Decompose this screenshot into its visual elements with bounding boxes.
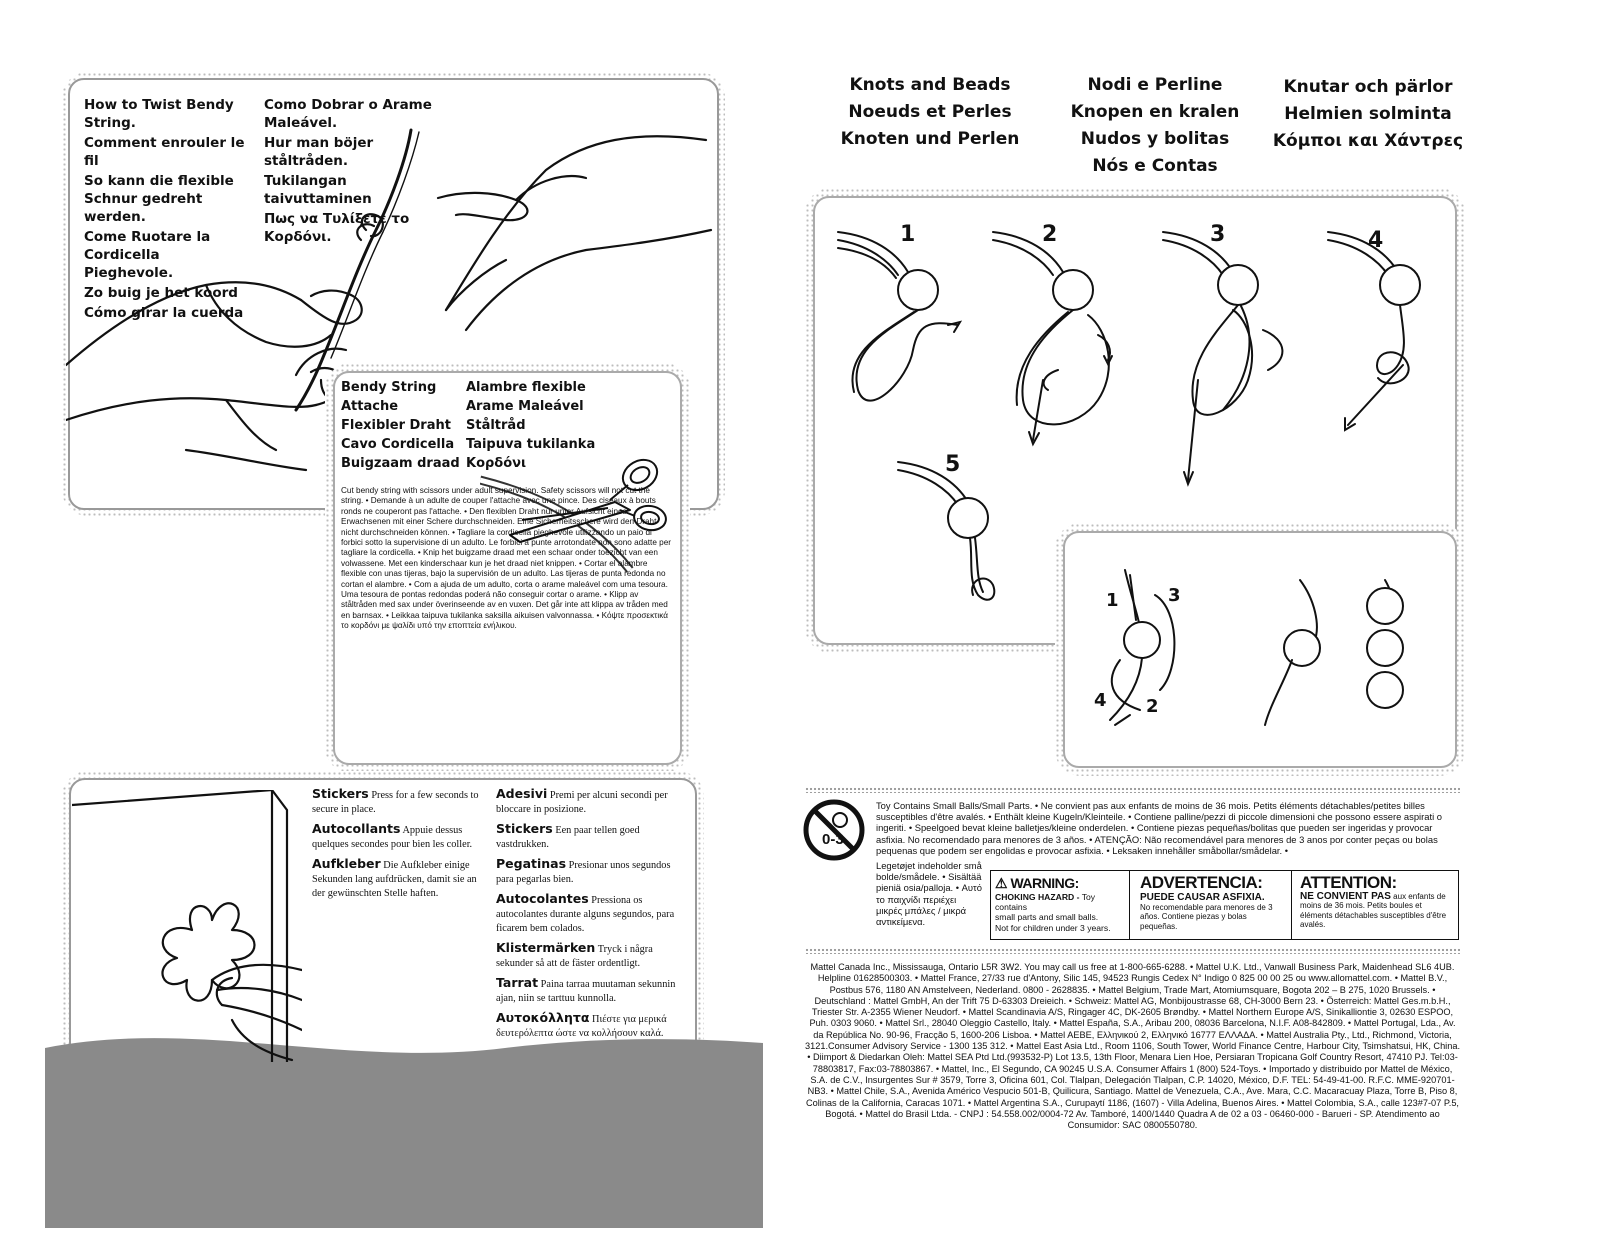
stickers-col-left — [312, 787, 490, 906]
bead-step-number: 4 — [1094, 690, 1107, 711]
knots-title: Knutar och pärlor — [1283, 77, 1453, 97]
knots-title: Nós e Contas — [1092, 156, 1218, 176]
warning-text-left: Legetøjet indeholder små bolde/smådele. • Sisältää pieniä osia/palloja. • Αυτό το παιχνίδι περιέχει μικρές μπάλες / μικρά αντικείμενα. — [876, 860, 982, 928]
knots-title-col-3 — [1268, 74, 1468, 155]
knots-title: Nudos y bolitas — [1080, 129, 1230, 149]
stickers-col-right — [496, 787, 684, 1046]
twist-line: So kann die flexible Schnur gedreht werden. — [84, 173, 234, 225]
bead-step-number: 1 — [1106, 590, 1119, 611]
warning-body: No recomendable para menores de 3 años. Contiene piezas y bolas pequeñas. — [1140, 903, 1273, 931]
sticker-entry: Tarrat Paina tarraa muutaman sekunnin ajan, niin se tarttuu kunnolla. — [496, 975, 676, 1004]
warning-sub: PUEDE CAUSAR ASFIXIA. — [1140, 892, 1265, 903]
knots-title-col-2 — [1060, 72, 1250, 180]
cut-term: Taipuva tukilanka — [466, 437, 596, 452]
sticker-entry: Klistermärken Tryck i några sekunder så att de fäster ordentligt. — [496, 940, 653, 969]
warning-text-top: Toy Contains Small Balls/Small Parts. • Ne convient pas aux enfants de moins de 36 mois. Petits éléments détachables/petites billes susceptibles d'être avalés. • Enthält kleine Kugeln/Kleinteile. • Contiene palline/pezzi di piccole dimensioni che possono essere aspirati o ingeriti. • Speelgoed bevat kleine balletjes/kleine onderdelen. • Contiene piezas pequeñas/bolitas que pueden ser ingeridas y provocar asfixia. No recomendado para menores de 3 años. • ATENÇÃO: Não recomendável para menores de 3 anos por conter peças ou bolas pequenas que podem ser engolidas e provocar asfixia. • Leksaken innehåller småbollar/smådelar. • — [876, 800, 1442, 856]
knots-title: Noeuds et Perles — [848, 102, 1012, 122]
bead-step-number: 3 — [1168, 585, 1181, 606]
sticker-entry: Autocollants Appuie dessus quelques secondes pour bien les coller. — [312, 821, 473, 850]
cut-term: Bendy String — [341, 380, 437, 395]
warning-title: ADVERTENCIA: — [1140, 873, 1263, 892]
cut-terms-left — [341, 378, 461, 473]
knots-title: Κόμποι και Χάντρες — [1272, 131, 1464, 151]
twist-line: Tukilangan taivuttaminen — [264, 173, 372, 207]
knots-title: Nodi e Perline — [1087, 75, 1223, 95]
step-number: 5 — [945, 452, 961, 477]
step-number: 2 — [1042, 222, 1058, 247]
warning-title: ATTENTION: — [1300, 873, 1397, 892]
cut-term: Arame Maleável — [466, 399, 584, 414]
knots-title: Knoten und Perlen — [840, 129, 1020, 149]
twist-line: Cómo girar la cuerda — [84, 305, 244, 321]
step-number: 3 — [1210, 222, 1226, 247]
warning-body: NE CONVIENT PAS aux enfants de moins de 36 mois. Petits boules et éléments détachables susceptibles d'être avalés. — [1300, 891, 1447, 930]
cut-term: Κορδόνι — [466, 456, 527, 471]
sticker-entry: Adesivi Premi per alcuni secondi per bloccare in posizione. — [496, 786, 668, 815]
hand-placing-sticker-illustration — [72, 790, 302, 1062]
cut-instructions: Cut bendy string with scissors under adult supervision. Safety scissors will not cut the string. • Demande à un adulte de couper l'attache avec une pince. Des ciseaux à bouts ronds ne couperont pas l'attache. • Den flexiblen Draht nur unter Aufsicht eines Erwachsenen mit einer Schere durchschneiden. Eine Sicherheitsschere wird den Draht nicht durchschneiden können. • Tagliare la cordicella pieghevole utilizzando un paio di forbici sotto la supervisione di un adulto. Le forbici a punte arrotondate non sono adatte per tagliare la cordicella. • Knip het buigzame draad met een schaar onder toezicht van een volwassene. Met een kinderschaar kun je het draad niet knippen. • Cortar el alambre flexible con unas tijeras, bajo la supervisión de un adulto. Las tijeras de punta redonda no cortan el alambre. • Com a ajuda de um adulto, corta o arame maleável com uma tesoura. Uma tesoura de pontas redondas poderá não conseguir cortar o arame. • Klipp av ståltråden med sax under överinseende av en vuxen. Det går inte att klippa av tråden med en barnsax. • Leikkaa taipuva tukilanka saksilla aikuisen valvonnassa. • Κόψτε προσεκτικά το κορδόνι με ψαλίδι υπό την εποπτεία ενήλικου. — [341, 486, 671, 631]
knots-title: Knopen en kralen — [1070, 102, 1240, 122]
twist-line: Hur man böjer ståltråden. — [264, 135, 374, 169]
twist-line: Como Dobrar o Arame Maleável. — [264, 97, 432, 131]
warning-line: small parts and small balls. — [995, 912, 1099, 923]
warning-divider-bottom — [805, 948, 1460, 954]
sticker-entry: Autocolantes Pressiona os autocolantes durante alguns segundos, para ficarem bem colados. — [496, 891, 675, 934]
sticker-entry: Αυτοκόλλητα Πιέστε για μερικά δευτερόλεπτα ώστε να κολλήσουν καλά. — [496, 1010, 667, 1039]
twist-line: Come Ruotare la Cordicella Pieghevole. — [84, 229, 211, 281]
sticker-entry: Pegatinas Presionar unos segundos para pegarlas bien. — [496, 856, 671, 885]
sticker-entry: Aufkleber Die Aufkleber einige Sekunden lang aufdrücken, damit sie an der gewünschten Stelle haften. — [312, 856, 477, 899]
knots-title: Helmien solminta — [1284, 104, 1452, 124]
cut-term: Attache — [341, 399, 399, 414]
warning-line: Not for children under 3 years. — [995, 922, 1111, 933]
step-number: 1 — [900, 222, 916, 247]
step-number: 4 — [1368, 228, 1384, 253]
sticker-entry: Stickers Een paar tellen goed vastdrukken. — [496, 821, 640, 850]
sticker-entry: Stickers Press for a few seconds to secure in place. — [312, 786, 479, 815]
twist-line: Comment enrouler le fil — [84, 135, 245, 169]
age-label: 0-3 — [822, 831, 844, 848]
twist-line: How to Twist Bendy String. — [84, 97, 234, 131]
cut-term: Buigzaam draad — [341, 456, 460, 471]
knots-title: Knots and Beads — [849, 75, 1011, 95]
knots-title-col-1 — [835, 72, 1025, 153]
warning-line: CHOKING HAZARD - Toy contains — [995, 892, 1096, 913]
bead-threading-illustration — [1070, 540, 1450, 765]
cut-term: Ståltråd — [466, 418, 526, 433]
warning-divider-top — [805, 787, 1460, 793]
warning-title: ⚠ WARNING: — [995, 875, 1079, 891]
warning-box-french — [1291, 870, 1459, 940]
cut-term: Cavo Cordicella — [341, 437, 455, 452]
age-0-3-prohibited-icon — [802, 798, 866, 862]
cut-term: Alambre flexible — [466, 380, 586, 395]
cut-term: Flexibler Draht — [341, 418, 451, 433]
twist-line: Zo buig je het koord — [84, 285, 238, 301]
bead-step-number: 2 — [1146, 696, 1159, 717]
warning-box-english — [990, 870, 1130, 940]
twist-line: Πως να Τυλίξετε το Κορδόνι. — [264, 211, 410, 245]
legal-addresses: Mattel Canada Inc., Mississauga, Ontario L5R 3W2. You may call us free at 1-800-665-6288. • Mattel U.K. Ltd., Vanwall Business Park, Maidenhead SL6 4UB. Helpline 01628500303. • Mattel France, 27/33 rue d'Antony, Silic 145, 94523 Rungis Cedex N° Indigo 0 825 00 00 25 ou www.allomattel.com. • Mattel B.V., Postbus 576, 1180 AN Amstelveen, Nederland. 0800 - 2628835. • Mattel Belgium, Trade Mart, Atomiumsquare, Bogota 202 – B 275, 1020 Brussels. • Deutschland : Mattel GmbH, An der Trift 75 D-63303 Dreieich. • Schweiz: Mattel AG, Monbijoustrasse 68, CH-3000 Bern 23. • Österreich: Mattel Ges.m.b.H., Triester Str. A-2355 Wiener Neudorf. • Mattel Scandinavia A/S, Ringager 4C, DK-2605 Brøndby. • Mattel Northern Europe A/S, Sinikalliontie 3, 02630 ESPOO, Puh. 0303 9060. • Mattel Srl., 28040 Oleggio Castello, Italy. • Mattel España, S.A., Aribau 200, 08036 Barcelona, N.I.F. A08-842809. • Mattel Portugal, Lda., Av. da República No. 90-96, Fracção 5, 1600-206 Lisboa. • Mattel AEBE, Ελληνικού 2, Ελληνικό 16777 ΕΛΛΑΔΑ. • Mattel Australia Pty., Ltd., Richmond, Victoria, 3121.Consumer Advisory Service - 1300 135 312. • Mattel East Asia Ltd., Room 1106, South Tower, World Finance Centre, Harbour City, Tsimshatsui, HK, China. • Diimport & Diedarkan Oleh: Mattel SEA Ptd Ltd.(993532-P) Lot 13.5, 13th Floor, Menara Lien Hoe, Persiaran Tropicana Golf Country Resort, 47410 PJ. Tel:03-78803817, Fax:03-78803867. • Mattel, Inc., El Segundo, CA 90245 U.S.A. Consumer Affairs 1 (800) 524-Toys. • Importado y distribuido por Mattel de México, S.A. de C.V., Insurgentes Sur # 3579, Torre 3, Oficina 601, Col. Tlalpan, Delegación Tlalpan, C.P. 14020, México, D.F. TEL: 54-49-41-00. R.F.C. MME-920701-NB3. • Mattel Chile, S.A., Avenida Américo Vespucio 501-B, Quilicura, Santiago. Mattel de Venezuela, C.A., Ave. Mara, C.C. Macaracuay Plaza, Torre B, Piso 8, Colinas de la California, Caracas 1071. • Mattel Argentina S.A., Curupaytí 1186, (1607) - Villa Adelina, Buenos Aires. • Mattel Colombia, S.A., calle 123#7-07 P.5, Bogotá. • Mattel do Brasil Ltda. - CNPJ : 54.558.002/0004-72 Av. Tamboré, 1400/1440 Quadra A de 02 a 03 - 06460-000 - Barueri - SP. Atendimento ao Consumidor: SAC 0800550780. — [805, 962, 1460, 1131]
warning-box-spanish — [1129, 870, 1292, 940]
